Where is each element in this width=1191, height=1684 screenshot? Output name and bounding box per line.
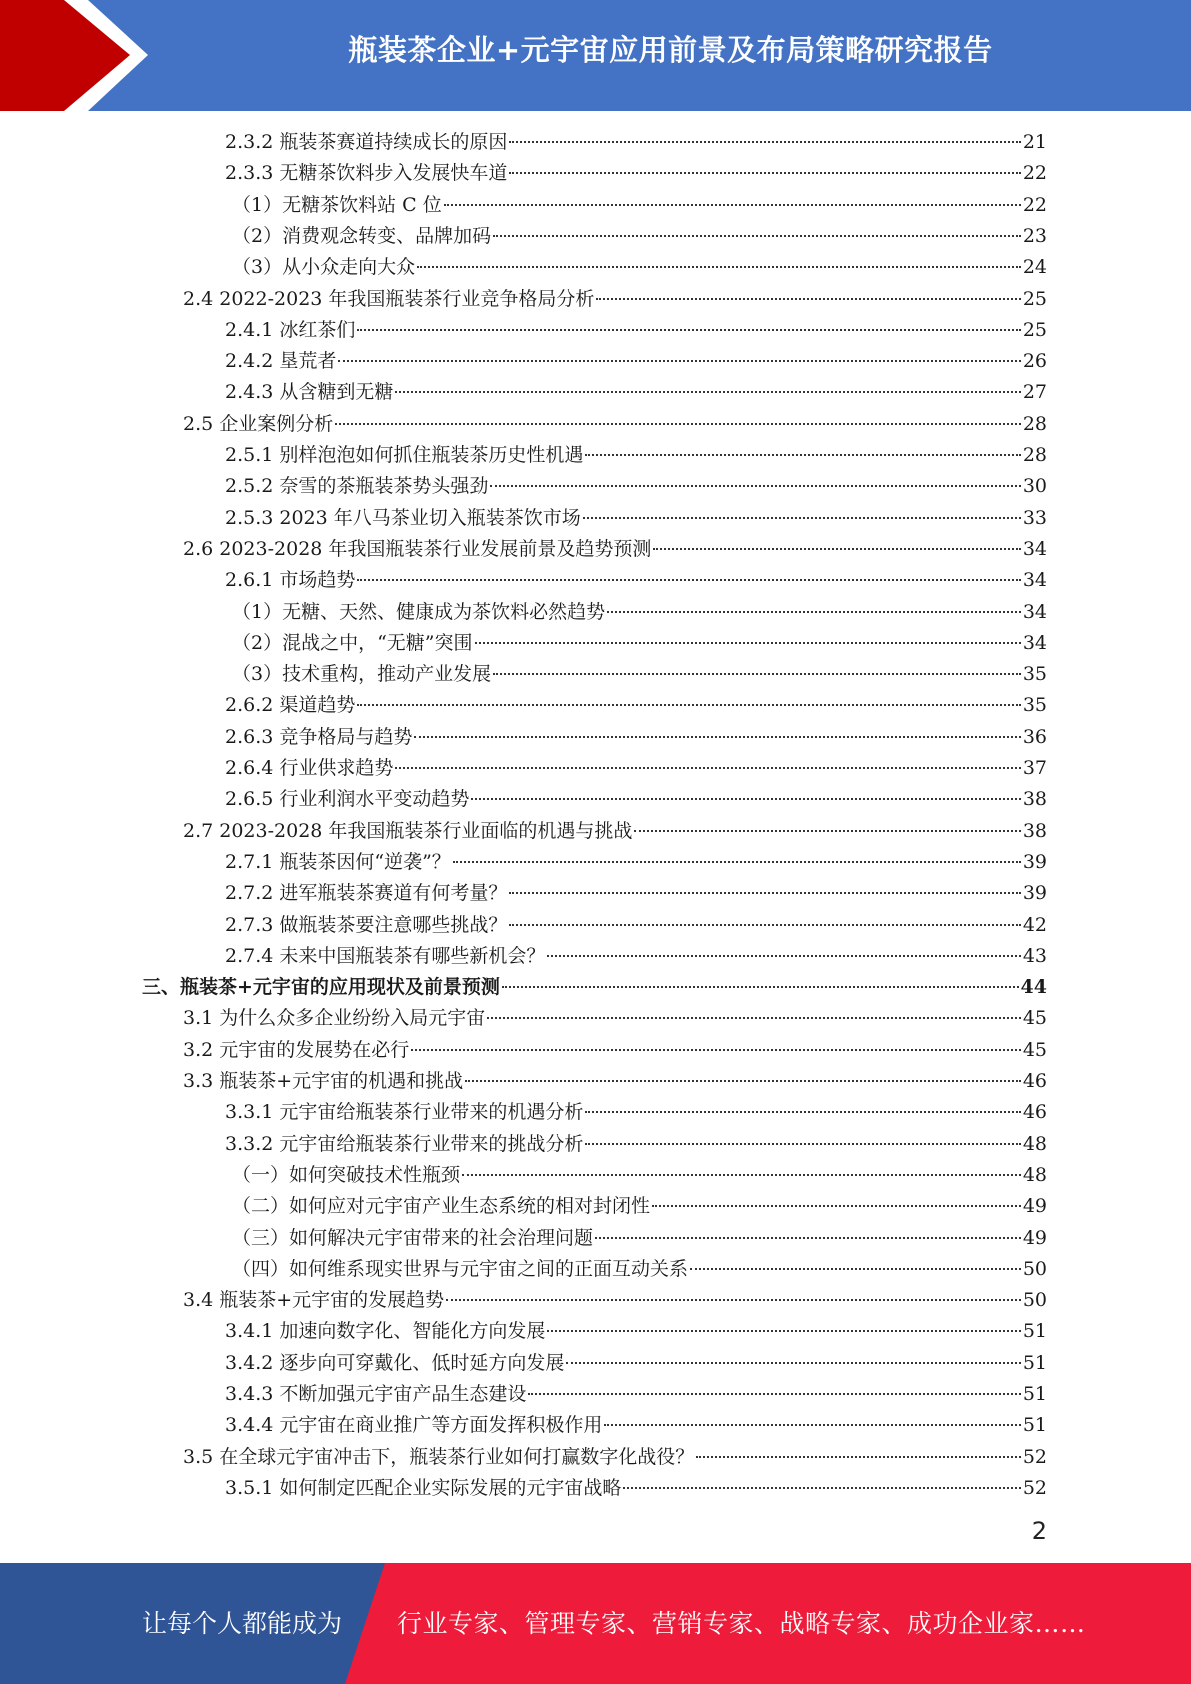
toc-entry-title: 2.7 2023-2028 年我国瓶装茶行业面临的机遇与挑战 [183,820,633,842]
toc-entry[interactable] [225,690,1047,721]
toc-entry-page: 24 [1022,256,1047,278]
toc-entry-page: 51 [1022,1414,1047,1436]
toc-entry-title: （2）消费观念转变、品牌加码 [232,225,492,247]
toc-entry[interactable] [183,1035,1047,1066]
header-arrow-decoration [0,0,160,111]
toc-dot-leader [462,1174,1021,1176]
toc-entry-title: 3.4 瓶装茶+元宇宙的发展趋势 [183,1289,445,1311]
toc-entry-page: 49 [1022,1227,1047,1249]
toc-dot-leader [493,235,1021,237]
toc-dot-leader [502,986,1019,988]
toc-entry-page: 25 [1022,319,1047,341]
toc-entry[interactable] [232,628,1047,659]
toc-entry[interactable] [232,190,1047,221]
toc-dot-leader [509,141,1020,143]
toc-entry-title: （四）如何维系现实世界与元宇宙之间的正面互动关系 [232,1258,689,1280]
toc-dot-leader [528,1393,1020,1395]
toc-entry[interactable] [232,1223,1047,1254]
toc-entry[interactable] [225,1379,1047,1410]
toc-entry[interactable] [225,784,1047,815]
toc-entry[interactable] [225,1410,1047,1441]
toc-entry-title: 3.4.3 不断加强元宇宙产品生态建设 [225,1383,527,1405]
toc-entry-title: 2.5.1 别样泡泡如何抓住瓶装茶历史性机遇 [225,444,584,466]
toc-entry[interactable] [183,1285,1047,1316]
toc-entry[interactable] [225,127,1047,158]
toc-entry-title: 2.7.4 未来中国瓶装茶有哪些新机会？ [225,945,546,967]
toc-entry-page: 34 [1022,538,1047,560]
report-title: 瓶装茶企业+元宇宙应用前景及布局策略研究报告 [348,33,993,67]
toc-entry-title: （1）无糖、天然、健康成为茶饮料必然趋势 [232,601,606,623]
toc-entry[interactable] [225,878,1047,909]
toc-entry-title: 2.6.4 行业供求趋势 [225,757,394,779]
toc-entry-page: 45 [1022,1007,1047,1029]
toc-entry[interactable] [225,1348,1047,1379]
toc-dot-leader [696,1456,1021,1458]
toc-dot-leader [335,423,1021,425]
toc-dot-leader [493,673,1021,675]
toc-dot-leader [585,1143,1020,1145]
toc-entry[interactable] [232,221,1047,252]
toc-entry-page: 39 [1022,882,1047,904]
toc-entry-title: 2.6.1 市场趋势 [225,569,356,591]
toc-dot-leader [357,579,1020,581]
toc-dot-leader [444,204,1021,206]
toc-entry-page: 37 [1022,757,1047,779]
toc-dot-leader [395,767,1020,769]
toc-dot-leader [585,454,1020,456]
toc-dot-leader [414,736,1020,738]
toc-entry-page: 45 [1022,1039,1047,1061]
toc-entry-title: 2.4.1 冰红茶们 [225,319,356,341]
toc-entry-page: 48 [1022,1164,1047,1186]
toc-entry-page: 25 [1022,288,1047,310]
toc-entry-title: 2.7.1 瓶装茶因何“逆袭”？ [225,851,451,873]
toc-dot-leader [653,548,1020,550]
toc-entry-title: 2.6.3 竞争格局与趋势 [225,726,413,748]
toc-entry-title: 3.3.1 元宇宙给瓶装茶行业带来的机遇分析 [225,1101,584,1123]
toc-entry-page: 33 [1022,507,1047,529]
toc-dot-leader [411,1049,1021,1051]
toc-entry[interactable] [183,816,1047,847]
toc-entry[interactable] [225,1129,1047,1160]
toc-entry[interactable] [225,910,1047,941]
toc-entry[interactable] [225,377,1047,408]
toc-entry-page: 50 [1022,1258,1047,1280]
footer-slogan-right: 行业专家、管理专家、营销专家、战略专家、成功企业家…… [397,1609,1086,1638]
toc-dot-leader [652,1205,1021,1207]
toc-entry[interactable] [225,753,1047,784]
toc-entry-page: 21 [1022,131,1047,153]
toc-entry[interactable] [225,1316,1047,1347]
toc-entry-page: 28 [1022,413,1047,435]
toc-entry-page: 38 [1022,788,1047,810]
toc-entry-title: （一）如何突破技术性瓶颈 [232,1164,461,1186]
toc-dot-leader [547,1330,1020,1332]
toc-dot-leader [453,861,1021,863]
toc-entry-title: 2.4 2022-2023 年我国瓶装茶行业竞争格局分析 [183,288,595,310]
toc-entry-page: 34 [1022,632,1047,654]
toc-entry[interactable] [225,941,1047,972]
toc-entry-title: 2.7.3 做瓶装茶要注意哪些挑战？ [225,914,508,936]
toc-entry-page: 52 [1022,1446,1047,1468]
toc-entry-title: 2.3.3 无糖茶饮料步入发展快车道 [225,162,508,184]
toc-entry-page: 22 [1022,194,1047,216]
toc-entry[interactable] [232,1160,1047,1191]
toc-entry-title: 3.2 元宇宙的发展势在必行 [183,1039,410,1061]
toc-entry-title: （3）从小众走向大众 [232,256,416,278]
page-footer [0,1563,1191,1684]
toc-entry-title: 2.7.2 进军瓶装茶赛道有何考量？ [225,882,508,904]
toc-dot-leader [547,955,1020,957]
toc-dot-leader [465,1080,1021,1082]
toc-dot-leader [338,360,1020,362]
toc-dot-leader [357,329,1020,331]
toc-entry[interactable] [183,409,1047,440]
toc-entry-title: 2.6.2 渠道趋势 [225,694,356,716]
toc-entry-title: （三）如何解决元宇宙带来的社会治理问题 [232,1227,594,1249]
toc-entry[interactable] [225,346,1047,377]
toc-entry-title: 3.3 瓶装茶+元宇宙的机遇和挑战 [183,1070,464,1092]
toc-entry[interactable] [232,597,1047,628]
toc-entry-title: 3.3.2 元宇宙给瓶装茶行业带来的挑战分析 [225,1133,584,1155]
toc-entry[interactable] [225,847,1047,878]
toc-dot-leader [446,1299,1021,1301]
toc-entry-title: 2.6 2023-2028 年我国瓶装茶行业发展前景及趋势预测 [183,538,652,560]
toc-entry-title: 3.1 为什么众多企业纷纷入局元宇宙 [183,1007,486,1029]
toc-entry-title: 3.4.4 元宇宙在商业推广等方面发挥积极作用 [225,1414,603,1436]
toc-dot-leader [475,642,1021,644]
toc-dot-leader [585,1111,1020,1113]
toc-entry-title: 2.4.3 从含糖到无糖 [225,381,394,403]
toc-dot-leader [357,704,1020,706]
toc-entry-page: 22 [1022,162,1047,184]
toc-entry[interactable] [225,1473,1047,1504]
footer-slogan-left: 让每个人都能成为 [142,1609,343,1638]
toc-entry-page: 28 [1022,444,1047,466]
toc-entry[interactable] [232,659,1047,690]
toc-dot-leader [509,892,1020,894]
toc-entry[interactable] [232,252,1047,283]
toc-entry-page: 35 [1022,663,1047,685]
toc-entry[interactable] [225,722,1047,753]
toc-entry-page: 50 [1022,1289,1047,1311]
toc-dot-leader [509,924,1020,926]
toc-entry-page: 51 [1022,1352,1047,1374]
toc-entry[interactable] [225,503,1047,534]
toc-entry[interactable] [232,1191,1047,1222]
toc-entry-page: 30 [1022,475,1047,497]
toc-entry-page: 39 [1022,851,1047,873]
toc-dot-leader [596,298,1020,300]
toc-entry[interactable] [225,471,1047,502]
toc-entry-title: 三、瓶装茶+元宇宙的应用现状及前景预测 [142,976,500,998]
toc-entry-page: 43 [1022,945,1047,967]
toc-entry[interactable] [232,1254,1047,1285]
toc-entry-page: 51 [1022,1320,1047,1342]
toc-entry-title: （3）技术重构，推动产业发展 [232,663,492,685]
toc-dot-leader [417,266,1021,268]
toc-entry[interactable] [225,565,1047,596]
toc-entry-page: 23 [1022,225,1047,247]
toc-entry-title: 3.5 在全球元宇宙冲击下，瓶装茶行业如何打赢数字化战役？ [183,1446,695,1468]
toc-entry-page: 34 [1022,601,1047,623]
toc-entry-title: 3.5.1 如何制定匹配企业实际发展的元宇宙战略 [225,1477,622,1499]
toc-entry-page: 51 [1022,1383,1047,1405]
toc-entry[interactable] [183,1066,1047,1097]
toc-dot-leader [566,1362,1020,1364]
toc-entry-title: 2.6.5 行业利润水平变动趋势 [225,788,470,810]
toc-entry-title: （1）无糖茶饮料站 C 位 [232,194,442,216]
toc-entry-page: 48 [1022,1133,1047,1155]
toc-entry[interactable] [183,1003,1047,1034]
toc-dot-leader [471,798,1020,800]
toc-entry-title: 3.4.1 加速向数字化、智能化方向发展 [225,1320,546,1342]
toc-entry[interactable] [183,1442,1047,1473]
toc-entry-title: （二）如何应对元宇宙产业生态系统的相对封闭性 [232,1195,651,1217]
page-number: 2 [1031,1517,1047,1545]
toc-entry-page: 52 [1022,1477,1047,1499]
toc-entry-page: 46 [1022,1101,1047,1123]
toc-entry-title: 2.5 企业案例分析 [183,413,334,435]
toc-entry-page: 27 [1022,381,1047,403]
toc-dot-leader [583,517,1021,519]
toc-entry[interactable] [225,440,1047,471]
toc-entry[interactable] [183,284,1047,315]
toc-entry-page: 46 [1022,1070,1047,1092]
toc-entry-title: 2.5.2 奈雪的茶瓶装茶势头强劲 [225,475,489,497]
toc-entry-title: 3.4.2 逐步向可穿戴化、低时延方向发展 [225,1352,565,1374]
toc-entry-page: 38 [1022,820,1047,842]
toc-dot-leader [690,1268,1021,1270]
toc-dot-leader [490,485,1020,487]
toc-dot-leader [595,1237,1021,1239]
toc-dot-leader [509,172,1020,174]
toc-dot-leader [487,1017,1021,1019]
toc-entry-title: 2.3.2 瓶装茶赛道持续成长的原因 [225,131,508,153]
toc-entry-page: 44 [1020,976,1047,998]
toc-dot-leader [395,391,1020,393]
toc-dot-leader [607,611,1021,613]
toc-dot-leader [634,830,1020,832]
toc-entry-page: 26 [1022,350,1047,372]
toc-entry[interactable] [225,158,1047,189]
toc-entry-title: 2.5.3 2023 年八马茶业切入瓶装茶饮市场 [225,507,581,529]
toc-entry-page: 35 [1022,694,1047,716]
toc-entry[interactable] [142,972,1047,1003]
toc-entry-title: （2）混战之中，“无糖”突围 [232,632,473,654]
toc-entry[interactable] [225,1097,1047,1128]
toc-dot-leader [604,1424,1020,1426]
toc-entry-title: 2.4.2 垦荒者 [225,350,337,372]
toc-entry[interactable] [183,534,1047,565]
toc-entry-page: 42 [1022,914,1047,936]
toc-entry-page: 49 [1022,1195,1047,1217]
page-header [0,0,1191,111]
toc-dot-leader [623,1487,1020,1489]
toc-entry-page: 34 [1022,569,1047,591]
toc-entry[interactable] [225,315,1047,346]
toc-entry-page: 36 [1022,726,1047,748]
